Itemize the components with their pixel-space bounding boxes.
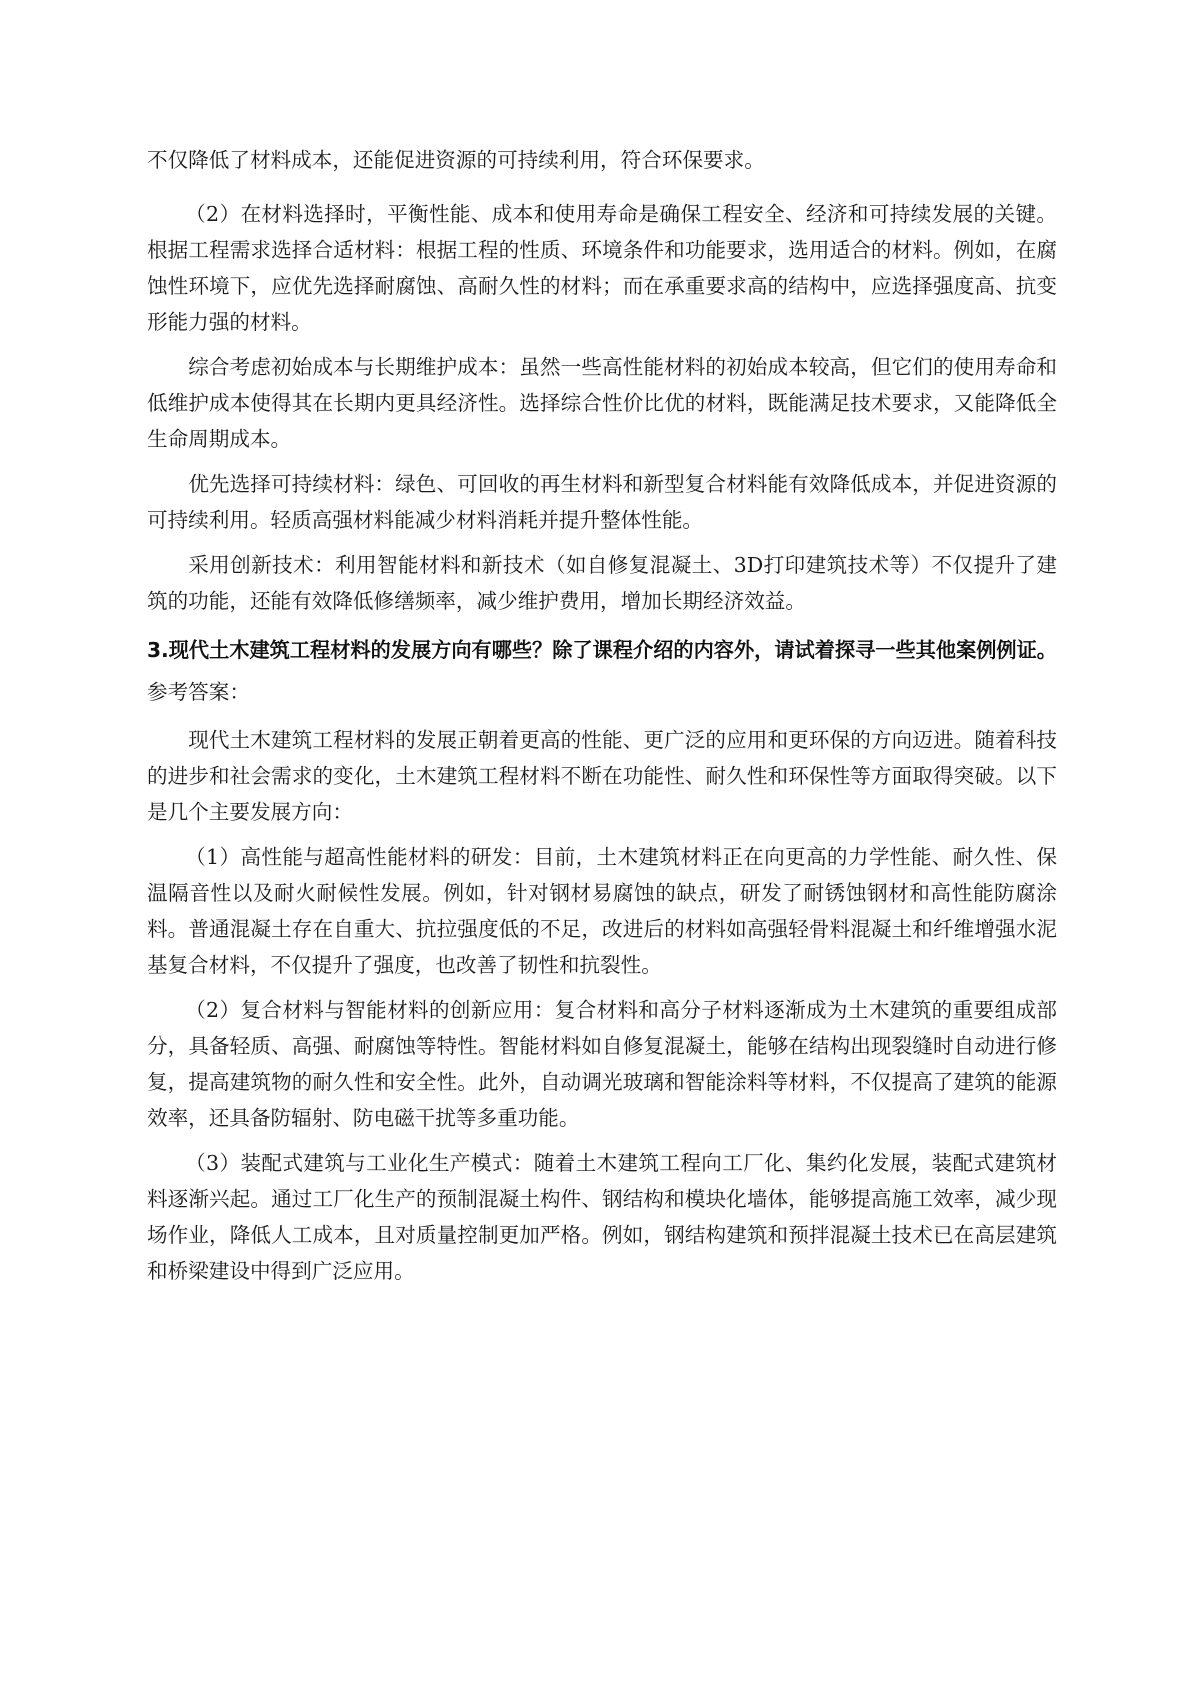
paragraph-sustainable-materials: 优先选择可持续材料：绿色、可回收的再生材料和新型复合材料能有效降低成本，并促进资源的可持续利用。轻质高强材料能减少材料消耗并提升整体性能。 bbox=[147, 472, 1057, 532]
paragraph-answer-intro: 现代土木建筑工程材料的发展正朝着更高的性能、更广泛的应用和更环保的方向迈进。随着科技的进步和社会需求的变化，土木建筑工程材料不断在功能性、耐久性和环保性等方面取得突破。以下是几个主要发展方向： bbox=[147, 728, 1057, 824]
paragraph-prefabricated-construction: （3）装配式建筑与工业化生产模式：随着土木建筑工程向工厂化、集约化发展，装配式建筑材料逐渐兴起。通过工厂化生产的预制混凝土构件、钢结构和模块化墙体，能够提高施工效率，减少现场作业，降低人工成本，且对质量控制更加严格。例如，钢结构建筑和预拌混凝土技术已在高层建筑和桥梁建设中得到广泛应用。 bbox=[147, 1151, 1057, 1283]
answer-label: 参考答案： bbox=[147, 680, 250, 704]
paragraph-cost-consideration: 综合考虑初始成本与长期维护成本：虽然一些高性能材料的初始成本较高，但它们的使用寿命和低维护成本使得其在长期内更具经济性。选择综合性价比优的材料，既能满足技术要求，又能降低全生命周期成本。 bbox=[147, 355, 1057, 451]
paragraph-continuation: 不仅降低了材料成本，还能促进资源的可持续利用，符合环保要求。 bbox=[147, 148, 765, 172]
paragraph-composite-smart-materials: （2）复合材料与智能材料的创新应用：复合材料和高分子材料逐渐成为土木建筑的重要组成部分，具备轻质、高强、耐腐蚀等特性。智能材料如自修复混凝土，能够在结构出现裂缝时自动进行修复，提高建筑物的耐久性和安全性。此外，自动调光玻璃和智能涂料等材料，不仅提高了建筑的能源效率，还具备防辐射、防电磁干扰等多重功能。 bbox=[147, 998, 1057, 1130]
paragraph-material-selection: （2）在材料选择时，平衡性能、成本和使用寿命是确保工程安全、经济和可持续发展的关键。根据工程需求选择合适材料：根据工程的性质、环境条件和功能要求，选用适合的材料。例如，在腐蚀性环境下，应优先选择耐腐蚀、高耐久性的材料；而在承重要求高的结构中，应选择强度高、抗变形能力强的材料。 bbox=[147, 202, 1057, 334]
question-heading: 3.现代土木建筑工程材料的发展方向有哪些？除了课程介绍的内容外，请试着探寻一些其他案例例证。 bbox=[147, 638, 1057, 662]
paragraph-high-performance-materials: （1）高性能与超高性能材料的研发：目前，土木建筑材料正在向更高的力学性能、耐久性、保温隔音性以及耐火耐候性发展。例如，针对钢材易腐蚀的缺点，研发了耐锈蚀钢材和高性能防腐涂料。普通混凝土存在自重大、抗拉强度低的不足，改进后的材料如高强轻骨料混凝土和纤维增强水泥基复合材料，不仅提升了强度，也改善了韧性和抗裂性。 bbox=[147, 845, 1057, 977]
document-page bbox=[147, 142, 1057, 1298]
paragraph-innovative-technology: 采用创新技术：利用智能材料和新技术（如自修复混凝土、3D打印建筑技术等）不仅提升了建筑的功能，还能有效降低修缮频率，减少维护费用，增加长期经济效益。 bbox=[147, 553, 1057, 613]
